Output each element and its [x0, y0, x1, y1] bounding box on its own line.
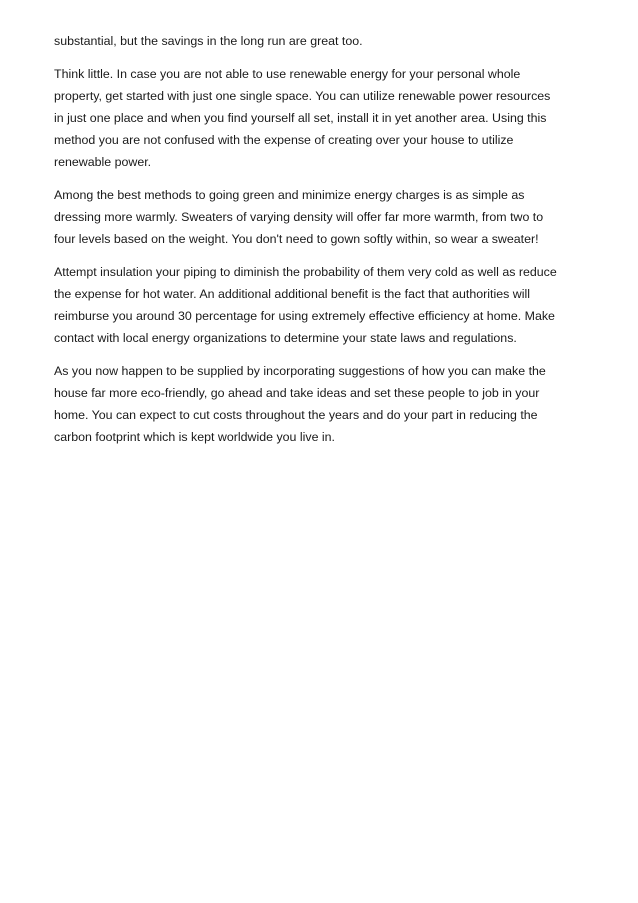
text-line: renewable power.	[54, 155, 152, 169]
paragraph-1	[54, 30, 584, 52]
paragraph-2	[54, 63, 584, 173]
text-line: dressing more warmly. Sweaters of varying density will offer far more warmth, from two to	[54, 210, 544, 224]
text-line: the expense for hot water. An additional additional benefit is the fact that authorities will	[54, 287, 530, 301]
text-line: reimburse you around 30 percentage for using extremely effective efficiency at home. Make	[54, 309, 555, 323]
text-line: property, get started with just one single space. You can utilize renewable power resources	[54, 89, 551, 103]
paragraph-4	[54, 261, 584, 349]
text-line: home. You can expect to cut costs throughout the years and do your part in reducing the	[54, 408, 538, 422]
text-line: house far more eco-friendly, go ahead and take ideas and set these people to job in your	[54, 386, 540, 400]
text-line: As you now happen to be supplied by incorporating suggestions of how you can make the	[54, 364, 546, 378]
paragraph-3	[54, 184, 584, 250]
text-line: Among the best methods to going green and minimize energy charges is as simple as	[54, 188, 525, 202]
text-line: contact with local energy organizations to determine your state laws and regulations.	[54, 331, 517, 345]
text-line: in just one place and when you find yourself all set, install it in yet another area. Using this	[54, 111, 547, 125]
text-line: substantial, but the savings in the long run are great too.	[54, 34, 363, 48]
document-body	[54, 30, 584, 459]
text-line: four levels based on the weight. You don't need to gown softly within, so wear a sweater!	[54, 232, 539, 246]
text-line: Attempt insulation your piping to diminish the probability of them very cold as well as reduce	[54, 265, 557, 279]
text-line: carbon footprint which is kept worldwide you live in.	[54, 430, 335, 444]
paragraph-5	[54, 360, 584, 448]
text-line: method you are not confused with the expense of creating over your house to utilize	[54, 133, 514, 147]
text-line: Think little. In case you are not able to use renewable energy for your personal whole	[54, 67, 521, 81]
